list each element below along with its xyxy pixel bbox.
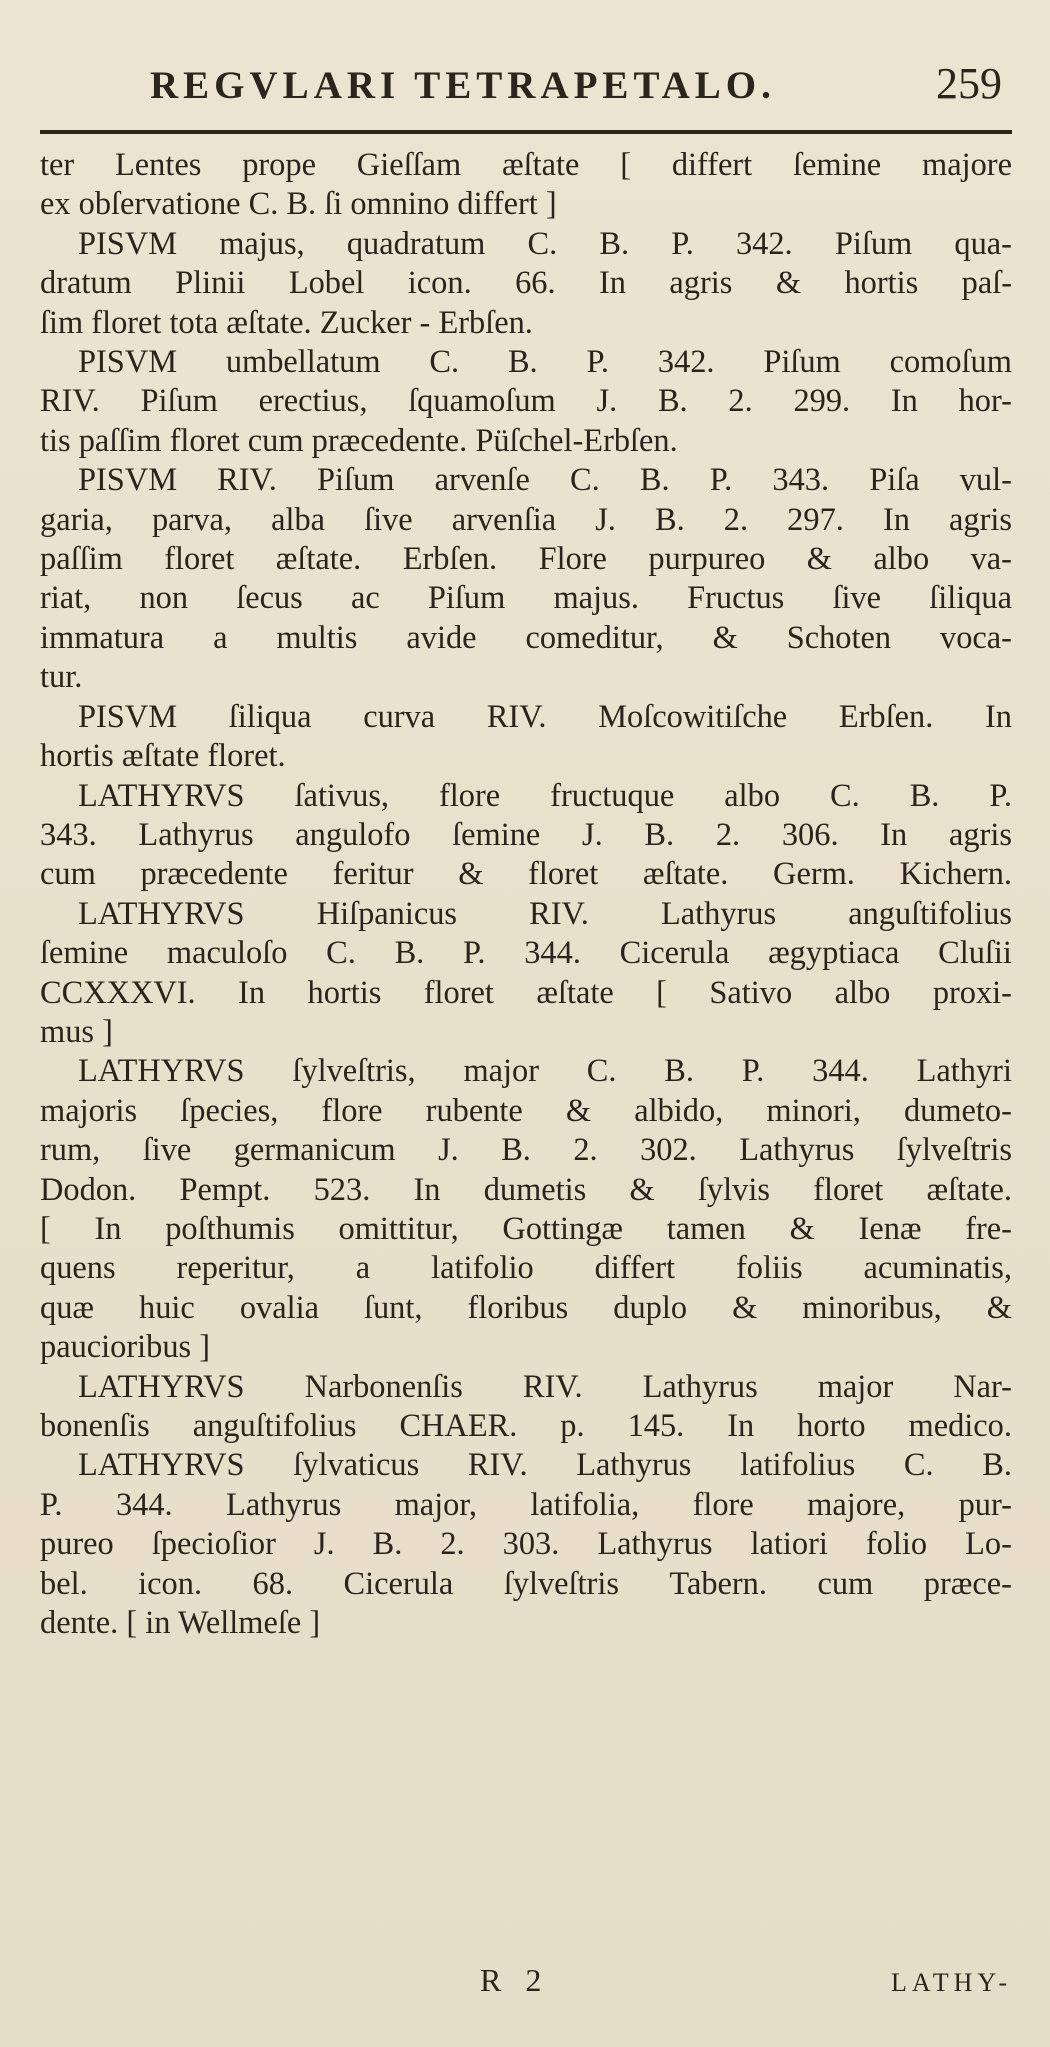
text-line: bel. icon. 68. Cicerula ſylveſtris Tabern. cum præce-	[40, 1565, 1012, 1602]
text-line: quens reperitur, a latifolio differt foliis acuminatis,	[40, 1250, 1012, 1287]
text-line: ter Lentes prope Gieſſam æſtate [ differt ſemine majore	[40, 147, 1012, 183]
text-line: PISVM RIV. Piſum arvenſe C. B. P. 343. Piſa vul-	[78, 462, 1012, 499]
text-line: P. 344. Lathyrus major, latifolia, flore majore, pur-	[40, 1486, 1012, 1523]
text-line: LATHYRVS ſylveſtris, major C. B. P. 344. Lathyri	[78, 1053, 1012, 1090]
text-line: LATHYRVS Hiſpanicus RIV. Lathyrus anguſtifolius	[78, 895, 1012, 932]
page-header	[150, 58, 1002, 109]
text-line: RIV. Piſum erectius, ſquamoſum J. B. 2. 299. In hor-	[40, 383, 1012, 420]
catchword: LATHY-	[891, 1968, 1012, 1997]
text-line: Dodon. Pempt. 523. In dumetis & ſylvis floret æſtate.	[40, 1171, 1012, 1208]
text-line: 343. Lathyrus angulofo ſemine J. B. 2. 306. In agris	[40, 816, 1012, 853]
header-rule	[40, 130, 1012, 134]
text-line: PISVM majus, quadratum C. B. P. 342. Piſum qua-	[78, 225, 1012, 262]
page-number: 259	[936, 59, 1002, 108]
text-line: paſſim floret æſtate. Erbſen. Flore purpureo & albo va-	[40, 541, 1012, 578]
text-line: CCXXXVI. In hortis floret æſtate [ Sativo albo proxi-	[40, 974, 1012, 1011]
text-line: immatura a multis avide comeditur, & Schoten voca-	[40, 619, 1012, 656]
text-line: PISVM ſiliqua curva RIV. Moſcowitiſche Erbſen. In	[78, 698, 1012, 735]
text-line: dratum Plinii Lobel icon. 66. In agris & hortis paſ-	[40, 265, 1012, 302]
text-line: hortis æſtate floret.	[40, 738, 286, 775]
text-line: majoris ſpecies, flore rubente & albido, minori, dumeto-	[40, 1092, 1012, 1129]
text-line: LATHYRVS Narbonenſis RIV. Lathyrus major Nar-	[78, 1368, 1012, 1405]
text-line: paucioribus ]	[40, 1329, 211, 1366]
body-text	[40, 146, 1012, 1643]
text-line: ſemine maculoſo C. B. P. 344. Cicerula ægyptiaca Cluſii	[40, 935, 1012, 972]
running-title: REGVLARI TETRAPETALO.	[150, 64, 776, 107]
text-line: garia, parva, alba ſive arvenſia J. B. 2. 297. In agris	[40, 501, 1012, 538]
text-line: PISVM umbellatum C. B. P. 342. Piſum comoſum	[78, 344, 1012, 381]
text-line: LATHYRVS ſylvaticus RIV. Lathyrus latifolius C. B.	[78, 1447, 1012, 1484]
text-line: quæ huic ovalia ſunt, floribus duplo & minoribus, &	[40, 1289, 1012, 1326]
text-line: dente. [ in Wellmeſe ]	[40, 1605, 321, 1642]
text-line: [ In poſthumis omittitur, Gottingæ tamen & Ienæ fre-	[40, 1210, 1012, 1247]
text-line: ſim floret tota æſtate. Zucker - Erbſen.	[40, 304, 533, 341]
text-line: LATHYRVS ſativus, flore fructuque albo C. B. P.	[78, 777, 1012, 814]
text-line: cum præcedente feritur & floret æſtate. Germ. Kichern.	[40, 856, 1012, 893]
text-line: pureo ſpecioſior J. B. 2. 303. Lathyrus latiori folio Lo-	[40, 1526, 1012, 1563]
text-line: ex obſervatione C. B. ſi omnino differt ]	[40, 186, 557, 223]
signature-mark: R 2	[480, 1962, 550, 1998]
text-line: riat, non ſecus ac Piſum majus. Fructus ſive ſiliqua	[40, 580, 1012, 617]
text-line: mus ]	[40, 1013, 113, 1050]
text-line: rum, ſive germanicum J. B. 2. 302. Lathyrus ſylveſtris	[40, 1132, 1012, 1169]
text-line: tur.	[40, 659, 83, 696]
text-line: bonenſis anguſtifolius CHAER. p. 145. In horto medico.	[40, 1408, 1012, 1444]
text-line: tis paſſim floret cum præcedente. Püſchel-Erbſen.	[40, 422, 678, 459]
